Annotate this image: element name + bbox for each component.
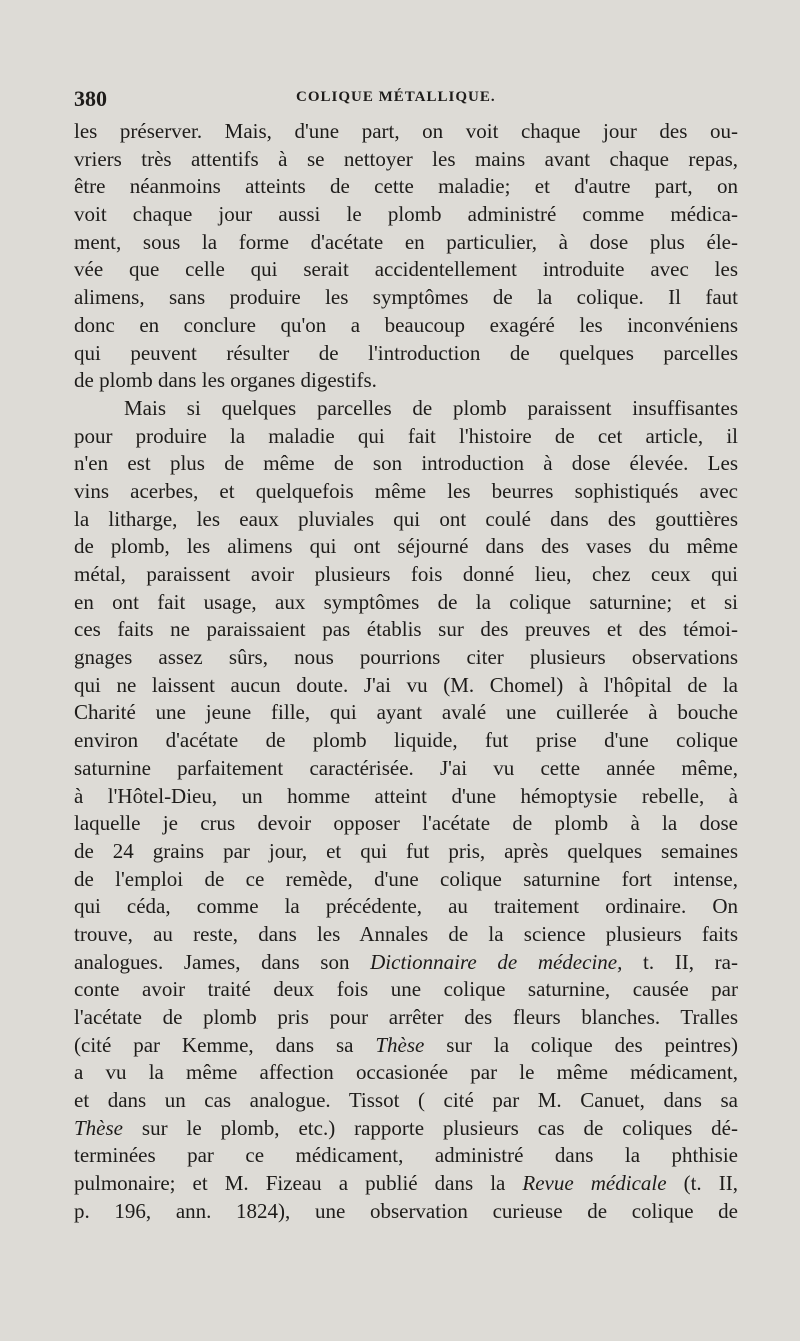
text-segment: l'acétate de plomb pris pour arrêter des fleurs blanches. Tralles	[74, 1005, 738, 1029]
text-line: les préserver. Mais, d'une part, on voit chaque jour des ou-	[74, 119, 738, 143]
text-segment: a vu la même affection occasionée par le même médicament,	[74, 1060, 738, 1085]
text-line	[74, 1142, 738, 1170]
italic-title: Dictionnaire de médecine,	[370, 949, 623, 974]
body-text	[74, 118, 738, 1226]
text-line	[74, 1115, 738, 1143]
text-segment: (t. II,	[666, 1171, 738, 1196]
paragraph	[74, 949, 738, 1226]
text-line: de 24 grains par jour, et qui fut pris, après quelques semaines	[74, 838, 738, 863]
text-line: de plomb, les alimens qui ont séjourné dans des vases du même	[74, 534, 738, 559]
text-line: ces faits ne paraissaient pas établis sur des preuves et des témoi-	[74, 617, 738, 642]
text-line	[74, 1059, 738, 1087]
italic-title: Thèse	[74, 1115, 123, 1140]
text-line: la litharge, les eaux pluviales qui ont coulé dans des gouttières	[74, 506, 738, 531]
text-segment: pulmonaire; et M. Fizeau a publié dans la	[74, 1171, 523, 1196]
text-line: être néanmoins atteints de cette maladie; et d'autre part, on	[74, 174, 738, 199]
text-segment: sur la colique des peintres)	[424, 1032, 738, 1057]
text-segment: et dans un cas analogue. Tissot ( cité par M. Canuet, dans sa	[74, 1088, 738, 1113]
text-segment: sur le plomb, etc.) rapporte plusieurs cas de coliques dé-	[123, 1115, 738, 1140]
text-line: laquelle je crus devoir opposer l'acétate de plomb à la dose	[74, 811, 738, 836]
page-number: 380	[74, 86, 107, 111]
text-line	[74, 1170, 738, 1198]
text-line: saturnine parfaitement caractérisée. J'ai vu cette année même,	[74, 755, 738, 780]
text-segment: t. II, ra-	[622, 949, 738, 974]
text-line: qui céda, comme la précédente, au traitement ordinaire. On	[74, 894, 738, 919]
text-line	[74, 1032, 738, 1060]
page-header	[74, 86, 738, 116]
text-line: trouve, au reste, dans les Annales de la science plusieurs faits	[74, 921, 738, 946]
paragraph	[74, 395, 738, 949]
text-line: vée que celle qui serait accidentellement introduite avec les	[74, 257, 738, 282]
text-line: n'en est plus de même de son introduction à dose élevée. Les	[74, 451, 738, 476]
text-line: qui ne laissent aucun doute. J'ai vu (M. Chomel) à l'hôpital de la	[74, 672, 738, 697]
text-line: donc en conclure qu'on a beaucoup exagéré les inconvéniens	[74, 312, 738, 337]
text-line	[74, 1087, 738, 1115]
text-segment: (cité par Kemme, dans sa	[74, 1032, 376, 1057]
text-line: à l'Hôtel-Dieu, un homme atteint d'une hémoptysie rebelle, à	[74, 783, 738, 808]
text-line: ment, sous la forme d'acétate en particulier, à dose plus éle-	[74, 229, 738, 254]
text-line: voit chaque jour aussi le plomb administré comme médica-	[74, 202, 738, 227]
text-line: vins acerbes, et quelquefois même les beurres sophistiqués avec	[74, 478, 738, 503]
text-line: gnages assez sûrs, nous pourrions citer plusieurs observations	[74, 645, 738, 670]
italic-title: Thèse	[375, 1032, 425, 1057]
text-line: environ d'acétate de plomb liquide, fut prise d'une colique	[74, 728, 738, 753]
text-line: en ont fait usage, aux symptômes de la colique saturnine; et si	[74, 589, 738, 614]
text-segment: conte avoir traité deux fois une colique saturnine, causée par	[74, 977, 738, 1002]
paragraph	[74, 118, 738, 395]
text-line	[74, 976, 738, 1004]
text-segment: terminées par ce médicament, administré dans la phthisie	[74, 1143, 738, 1168]
text-line: Mais si quelques parcelles de plomb paraissent insuffisantes	[124, 395, 738, 420]
text-line: pour produire la maladie qui fait l'histoire de cet article, il	[74, 423, 738, 448]
italic-title: Revue médicale	[522, 1171, 667, 1196]
text-line: métal, paraissent avoir plusieurs fois donné lieu, chez ceux qui	[74, 562, 738, 586]
text-segment: analogues. James, dans son	[74, 949, 371, 974]
text-line: Charité une jeune fille, qui ayant avalé une cuillerée à bouche	[74, 700, 738, 725]
text-line: qui peuvent résulter de l'introduction de quelques parcelles	[74, 340, 738, 365]
text-line: vriers très attentifs à se nettoyer les mains avant chaque repas,	[74, 146, 738, 171]
text-line	[74, 1004, 738, 1032]
text-line	[74, 1198, 738, 1226]
text-line	[74, 949, 738, 977]
text-line: de plomb dans les organes digestifs.	[74, 368, 377, 393]
running-title: COLIQUE MÉTALLIQUE.	[296, 89, 496, 105]
text-line: alimens, sans produire les symptômes de la colique. Il faut	[74, 285, 738, 310]
text-segment: p. 196, ann. 1824), une observation curieuse de colique de	[74, 1198, 738, 1223]
text-line: de l'emploi de ce remède, d'une colique saturnine fort intense,	[74, 866, 738, 891]
